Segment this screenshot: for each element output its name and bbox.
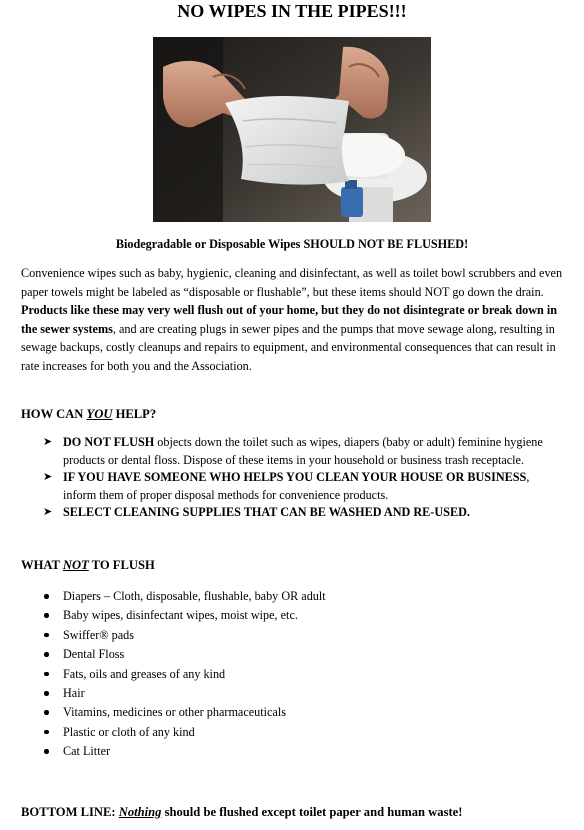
not-flush-list — [42, 587, 542, 762]
help-heading-emphasis: YOU — [86, 407, 113, 421]
help-heading — [21, 406, 156, 422]
bullet-dot-icon — [44, 730, 49, 735]
hands-holding-wipe-illustration — [153, 37, 431, 222]
list-item — [42, 742, 542, 761]
bottom-line-label: BOTTOM LINE: — [21, 805, 119, 819]
help-heading-pre: HOW CAN — [21, 407, 87, 421]
page-title: NO WIPES IN THE PIPES!!! — [177, 1, 407, 21]
list-item-text: Swiffer® pads — [63, 627, 134, 642]
list-item — [42, 665, 542, 684]
wipe-photo — [153, 37, 431, 222]
warning-caption: Biodegradable or Disposable Wipes SHOULD NOT BE FLUSHED! — [115, 237, 469, 251]
list-item — [42, 626, 542, 645]
help-item — [43, 504, 563, 522]
not-flush-heading — [21, 557, 155, 573]
not-flush-heading-emphasis: NOT — [62, 558, 89, 572]
list-item-text: Diapers – Cloth, disposable, flushable, baby OR adult — [63, 589, 326, 603]
list-item — [42, 703, 542, 722]
bullet-dot-icon — [44, 672, 49, 677]
bullet-dot-icon — [44, 691, 49, 696]
arrow-bullet-icon: ➤ — [43, 436, 53, 448]
help-item — [43, 434, 563, 469]
bullet-dot-icon — [44, 749, 49, 754]
help-item-text: objects down the toilet such as wipes, diapers (baby or adult) feminine hygiene products or dental floss. Dispose of these items in your household or business trash receptacle. — [63, 435, 543, 467]
help-heading-post: HELP? — [112, 407, 157, 421]
not-flush-heading-pre: WHAT — [21, 558, 63, 572]
list-item — [42, 684, 542, 703]
bullet-dot-icon — [44, 710, 49, 715]
bottom-line — [21, 804, 581, 820]
list-item-text: Vitamins, medicines or other pharmaceuticals — [63, 705, 286, 720]
arrow-bullet-icon: ➤ — [43, 471, 53, 484]
help-item — [43, 469, 563, 504]
intro-bold: Products like these may very well flush out of your home, but they do not disintegrate or break down in the sewer systems — [21, 303, 558, 336]
not-flush-heading-post: TO FLUSH — [88, 558, 155, 572]
help-item-bold: DO NOT FLUSH — [63, 435, 155, 449]
help-item-bold: SELECT CLEANING SUPPLIES THAT CAN BE WASHED AND RE-USED. — [63, 505, 470, 520]
help-item-text: , inform them of proper disposal methods for convenience products. — [63, 470, 530, 502]
arrow-bullet-icon: ➤ — [43, 506, 53, 519]
list-item — [42, 606, 542, 625]
bullet-dot-icon — [44, 633, 49, 638]
bullet-dot-icon — [44, 594, 49, 599]
list-item — [42, 645, 542, 664]
list-item-text: Hair — [63, 686, 85, 701]
help-list — [43, 434, 563, 522]
list-item-text: Plastic or cloth of any kind — [63, 724, 195, 739]
list-item-text: Cat Litter — [63, 744, 111, 759]
intro-text-1: Convenience wipes such as baby, hygienic, cleaning and disinfectant, as well as toilet bowl scrubbers and even paper towels might be labeled as “disposable or flushable”, but these items should NOT go down the drain. — [21, 266, 563, 299]
bottom-line-emphasis: Nothing — [118, 805, 162, 819]
list-item-text: Dental Floss — [63, 647, 125, 662]
list-item — [42, 587, 542, 606]
intro-paragraph — [21, 264, 569, 376]
help-item-bold: IF YOU HAVE SOMEONE WHO HELPS YOU CLEAN YOUR HOUSE OR BUSINESS — [63, 470, 527, 485]
bullet-dot-icon — [44, 652, 49, 657]
list-item-text: Baby wipes, disinfectant wipes, moist wipe, etc. — [63, 608, 298, 623]
list-item — [42, 723, 542, 742]
bottom-line-text: should be flushed except toilet paper and human waste! — [161, 805, 463, 819]
bullet-dot-icon — [44, 613, 49, 618]
intro-text-2: , and are creating plugs in sewer pipes and the pumps that move sewage along, resulting in sewage backups, costly cleanups and repairs to equipment, and environmental consequences that can result in rate increases for both you and the Association. — [21, 321, 556, 373]
list-item-text: Fats, oils and greases of any kind — [63, 666, 226, 681]
